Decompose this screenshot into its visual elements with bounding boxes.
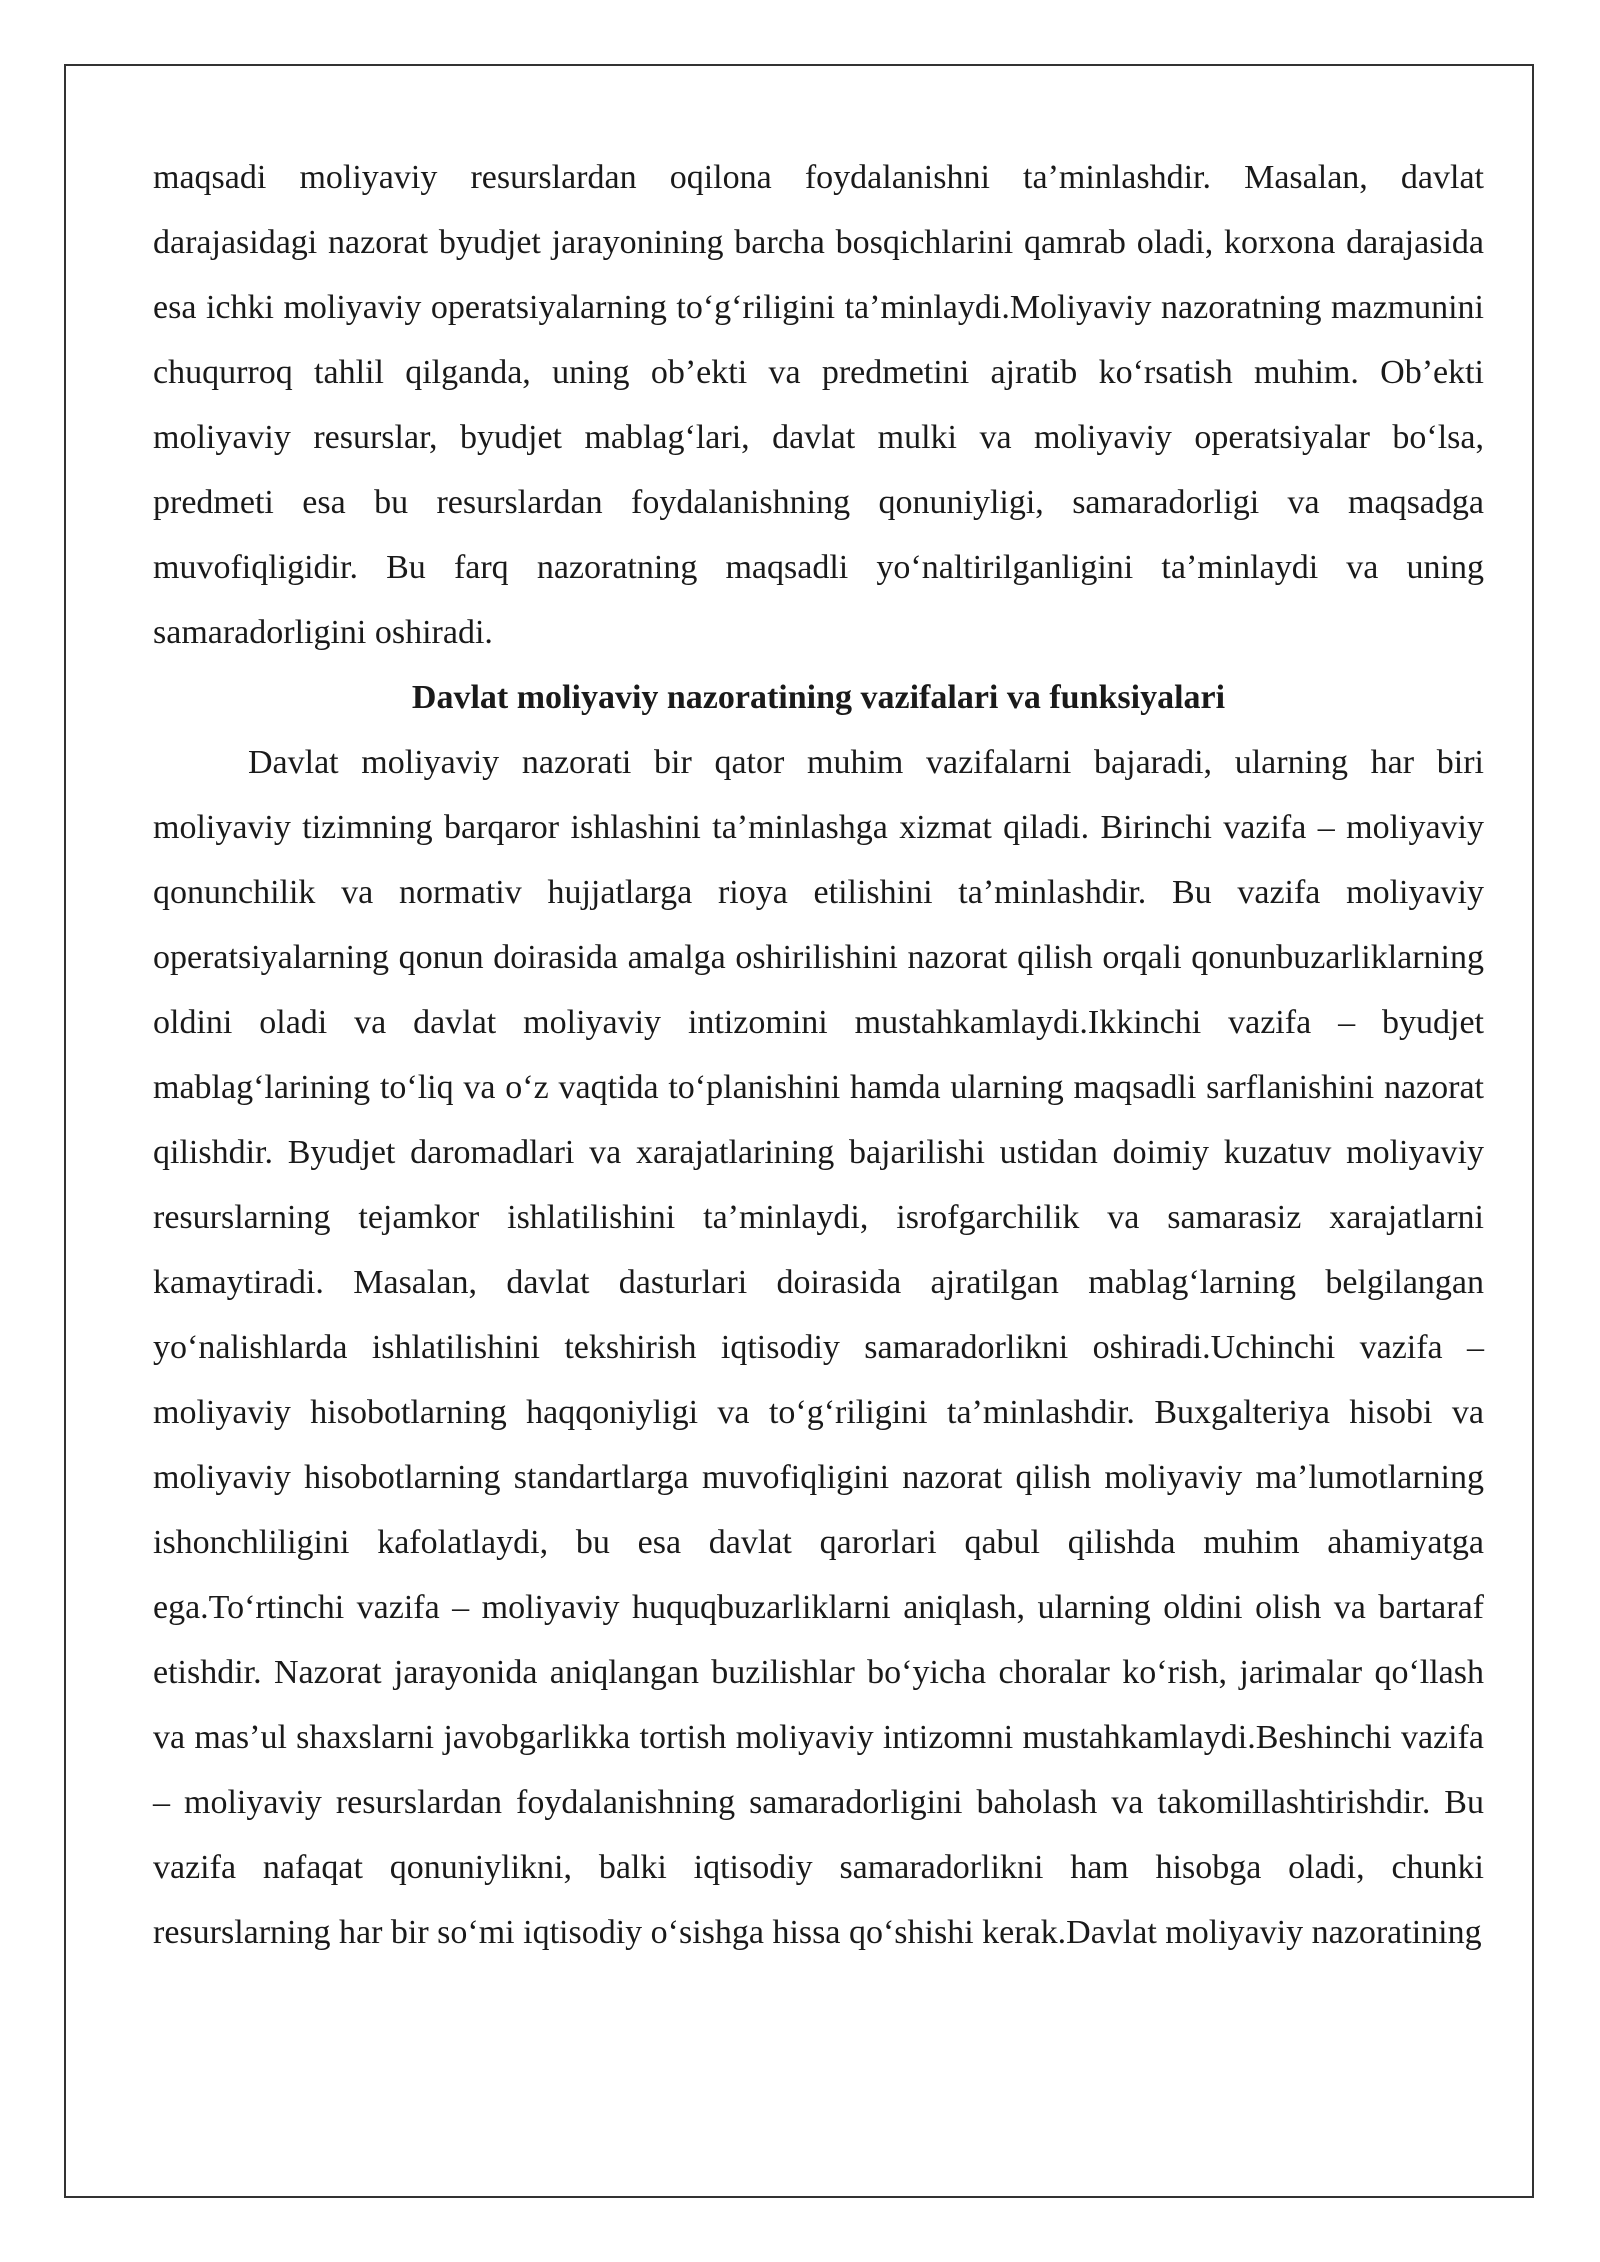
section-heading: Davlat moliyaviy nazoratining vazifalari va funksiyalari xyxy=(411,679,1226,716)
paragraph-intro: maqsadi moliyaviy resurslardan oqilona foydalanishni taʼminlashdir. Masalan, davlat darajasidagi nazorat byudjet jarayonining barcha bosqichlarini qamrab oladi, korxona darajasida esa ichki moliyaviy operatsiyalarning toʻgʻriligini taʼminlaydi.Moliyaviy nazoratning mazmunini chuqurroq tahlil qilganda, uning obʼekti va predmetini ajratib koʻrsatish muhim. Obʼekti moliyaviy resurslar, byudjet mablagʻlari, davlat mulki va moliyaviy operatsiyalar boʻlsa, predmeti esa bu resurslardan foydalanishning qonuniyligi, samaradorligi va maqsadga muvofiqligidir. Bu farq nazoratning maqsadli yoʻnaltirilganligini taʼminlaydi va uning samaradorligini oshiradi. xyxy=(153,159,1484,651)
paragraph-tasks: Davlat moliyaviy nazorati bir qator muhim vazifalarni bajaradi, ularning har biri moliyaviy tizimning barqaror ishlashini taʼminlashga xizmat qiladi. Birinchi vazifa – moliyaviy qonunchilik va normativ hujjatlarga rioya etilishini taʼminlashdir. Bu vazifa moliyaviy operatsiyalarning qonun doirasida amalga oshirilishini nazorat qilish orqali qonunbuzarliklarning oldini oladi va davlat moliyaviy intizomini mustahkamlaydi.Ikkinchi vazifa – byudjet mablagʻlarining toʻliq va oʻz vaqtida toʻplanishini hamda ularning maqsadli sarflanishini nazorat qilishdir. Byudjet daromadlari va xarajatlarining bajarilishi ustidan doimiy kuzatuv moliyaviy resurslarning tejamkor ishlatilishini taʼminlaydi, isrofgarchilik va samarasiz xarajatlarni kamaytiradi. Masalan, davlat dasturlari doirasida ajratilgan mablagʻlarning belgilangan yoʻnalishlarda ishlatilishini tekshirish iqtisodiy samaradorlikni oshiradi.Uchinchi vazifa – moliyaviy hisobotlarning haqqoniyligi va toʻgʻriligini taʼminlashdir. Buxgalteriya hisobi va moliyaviy hisobotlarning standartlarga muvofiqligini nazorat qilish moliyaviy maʼlumotlarning ishonchliligini kafolatlaydi, bu esa davlat qarorlari qabul qilishda muhim ahamiyatga ega.Toʻrtinchi vazifa – moliyaviy huquqbuzarliklarni aniqlash, ularning oldini olish va bartaraf etishdir. Nazorat jarayonida aniqlangan buzilishlar boʻyicha choralar koʻrish, jarimalar qoʻllash va masʼul shaxslarni javobgarlikka tortish moliyaviy intizomni mustahkamlaydi.Beshinchi vazifa – moliyaviy resurslardan foydalanishning samaradorligini baholash va takomillashtirishdir. Bu vazifa nafaqat qonuniylikni, balki iqtisodiy samaradorlikni ham hisobga oladi, chunki resurslarning har bir soʻmi iqtisodiy oʻsishga hissa qoʻshishi kerak.Davlat moliyaviy nazoratining xyxy=(153,744,1484,1951)
document-body xyxy=(153,145,1484,1965)
